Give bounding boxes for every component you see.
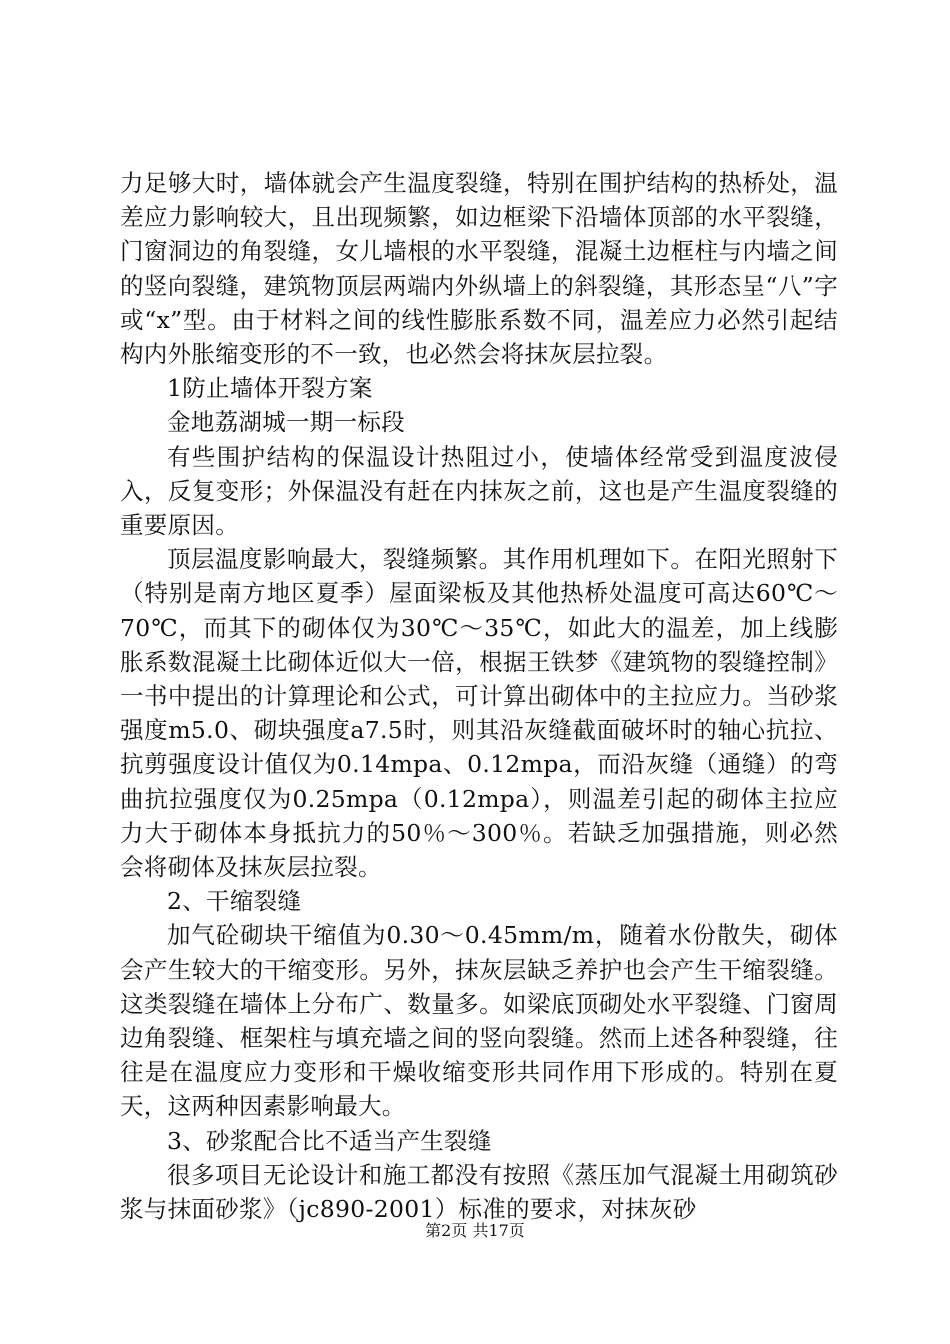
section-heading-plan: 1防止墙体开裂方案 <box>167 374 373 403</box>
section-heading-mortar: 3、砂浆配合比不适当产生裂缝 <box>167 1126 492 1155</box>
paragraph-3: 顶层温度影响最大，裂缝频繁。其作用机理如下。在阳光照射下（特别是南方地区夏季）屋面梁板及其他热桥处温度可高达60℃～70℃，而其下的砌体仅为30℃～35℃，如此大的温差，加上线膨胀系数混凝土比砌体近似大一倍，根据王铁梦《建筑物的裂缝控制》一书中提出的计算理论和公式，可计算出砌体中的主拉应力。当砂浆强度m5.0、砌块强度a7.5时，则其沿灰缝截面破坏时的轴心抗拉、抗剪强度设计值仅为0.14mpa、0.12mpa，而沿灰缝（通缝）的弯曲抗拉强度仅为0.25mpa（0.12mpa），则温差引起的砌体主拉应力大于砌体本身抵抗力的50％～300％。若缺乏加强措施，则必然会将砌体及抹灰层拉裂。 <box>120 545 838 882</box>
section-heading-shrinkage: 2、干缩裂缝 <box>167 887 302 916</box>
page-footer: 第2页 共17页 <box>425 1221 525 1240</box>
document-body <box>120 166 838 1226</box>
section-heading-project: 金地荔湖城一期一标段 <box>167 408 405 437</box>
paragraph-2: 有些围护结构的保温设计热阻过小，使墙体经常受到温度波侵入，反复变形；外保温没有赶在内抹灰之前，这也是产生温度裂缝的重要原因。 <box>120 442 838 540</box>
paragraph-1: 力足够大时，墙体就会产生温度裂缝，特别在围护结构的热桥处，温差应力影响较大，且出现频繁，如边框梁下沿墙体顶部的水平裂缝，门窗洞边的角裂缝，女儿墙根的水平裂缝，混凝土边框柱与内墙之间的竖向裂缝，建筑物顶层两端内外纵墙上的斜裂缝，其形态呈“八”字或“x”型。由于材料之间的线性膨胀系数不同，温差应力必然引起结构内外胀缩变形的不一致，也必然会将抹灰层拉裂。 <box>120 169 838 369</box>
paragraph-5: 很多项目无论设计和施工都没有按照《蒸压加气混凝土用砌筑砂浆与抹面砂浆》（jc890-2001）标准的要求，对抹灰砂 <box>120 1160 838 1224</box>
paragraph-4: 加气砼砌块干缩值为0.30～0.45mm/m，随着水份散失，砌体会产生较大的干缩变形。另外，抹灰层缺乏养护也会产生干缩裂缝。这类裂缝在墙体上分布广、数量多。如梁底顶砌处水平裂缝、门窗周边角裂缝、框架柱与填充墙之间的竖向裂缝。然而上述各种裂缝，往往是在温度应力变形和干燥收缩变形共同作用下形成的。特别在夏天，这两种因素影响最大。 <box>120 921 838 1121</box>
